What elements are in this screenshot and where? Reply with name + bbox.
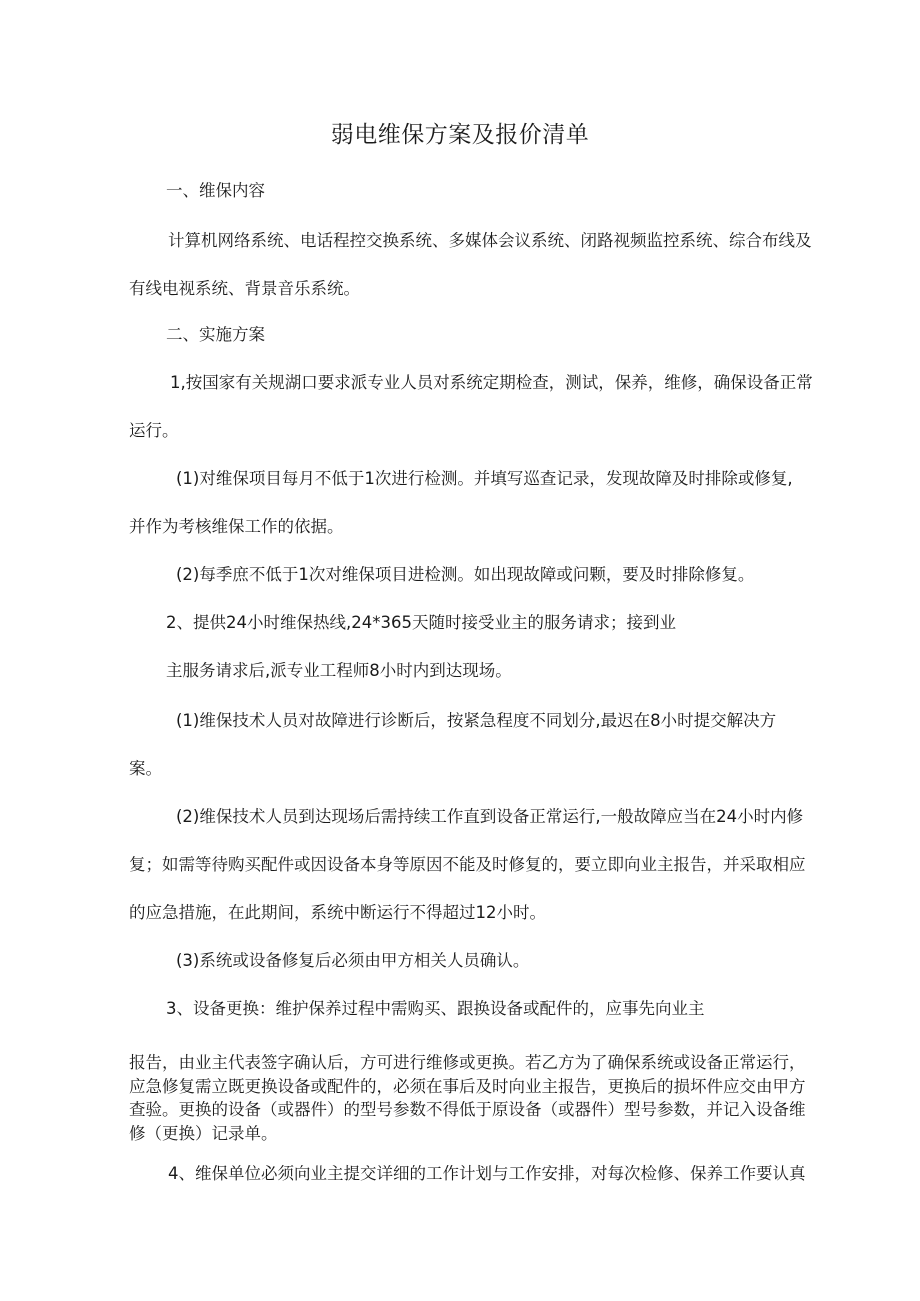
paragraph-line: (1)维保技术人员对故障进行诊断后，按紧急程度不同划分,最迟在8小时提交解决方 bbox=[176, 711, 777, 730]
paragraph-line: 并作为考核维保工作的依据。 bbox=[129, 517, 344, 536]
paragraph-line: 的应急措施，在此期间，系统中断运行不得超过12小时。 bbox=[129, 903, 546, 922]
section-heading-implementation-plan: 二、实施方案 bbox=[166, 325, 265, 344]
paragraph-line: (1)对维保项目每月不低于1次进行检测。并填写巡查记录，发现故障及时排除或修复, bbox=[176, 469, 793, 488]
paragraph-line: 1,按国家有关规湖口要求派专业人员对系统定期检查，测试，保养，维修，确保设备正常 bbox=[170, 373, 813, 392]
paragraph-line: 主服务请求后,派专业工程师8小时内到达现场。 bbox=[166, 661, 512, 680]
paragraph-line: 4、维保单位必须向业主提交详细的工作计划与工作安排，对每次检修、保养工作要认真 bbox=[168, 1164, 806, 1183]
paragraph-line: 2、提供24小时维保热线,24*365天随时接受业主的服务请求；接到业 bbox=[166, 613, 676, 632]
paragraph-line: (3)系统或设备修复后必须由甲方相关人员确认。 bbox=[176, 951, 530, 970]
paragraph-line: (2)维保技术人员到达现场后需持续工作直到设备正常运行,一般故障应当在24小时内修 bbox=[176, 807, 804, 826]
paragraph-line: 有线电视系统、背景音乐系统。 bbox=[129, 279, 360, 298]
paragraph-line: 应急修复需立既更换设备或配件的，必须在事后及时向业主报告，更换后的损坏件应交由甲方 bbox=[129, 1076, 806, 1096]
paragraph-line: (2)每季庶不低于1次对维保项目进检测。如出现故障或问颗，要及时排除修复。 bbox=[176, 565, 755, 584]
paragraph-line: 修（更换）记录单。 bbox=[129, 1123, 278, 1143]
document-title: 弱电维保方案及报价清单 bbox=[330, 122, 590, 148]
paragraph-line: 复；如需等待购买配件或因设备本身等原因不能及时修复的，要立即向业主报告，并采取相应 bbox=[129, 855, 806, 874]
paragraph-line: 运行。 bbox=[129, 421, 179, 440]
paragraph-line: 报告，由业主代表签字确认后，方可进行维修或更换。若乙方为了确保系统或设备正常运行， bbox=[129, 1053, 806, 1072]
paragraph-line: 查验。更换的设备（或器件）的型号参数不得低于原设备（或器件）型号参数，并记入设备维 bbox=[129, 1100, 806, 1119]
paragraph-line: 案。 bbox=[129, 759, 162, 778]
section-heading-maintenance-scope: 一、维保内容 bbox=[166, 181, 265, 200]
paragraph-line: 计算机网络系统、电话程控交换系统、多媒体会议系统、闭路视频监控系统、综合布线及 bbox=[168, 231, 812, 250]
paragraph-line: 3、设备更换：维护保养过程中需购买、跟换设备或配件的，应事先向业主 bbox=[166, 999, 705, 1018]
equipment-replacement-paragraph bbox=[129, 1051, 829, 1145]
